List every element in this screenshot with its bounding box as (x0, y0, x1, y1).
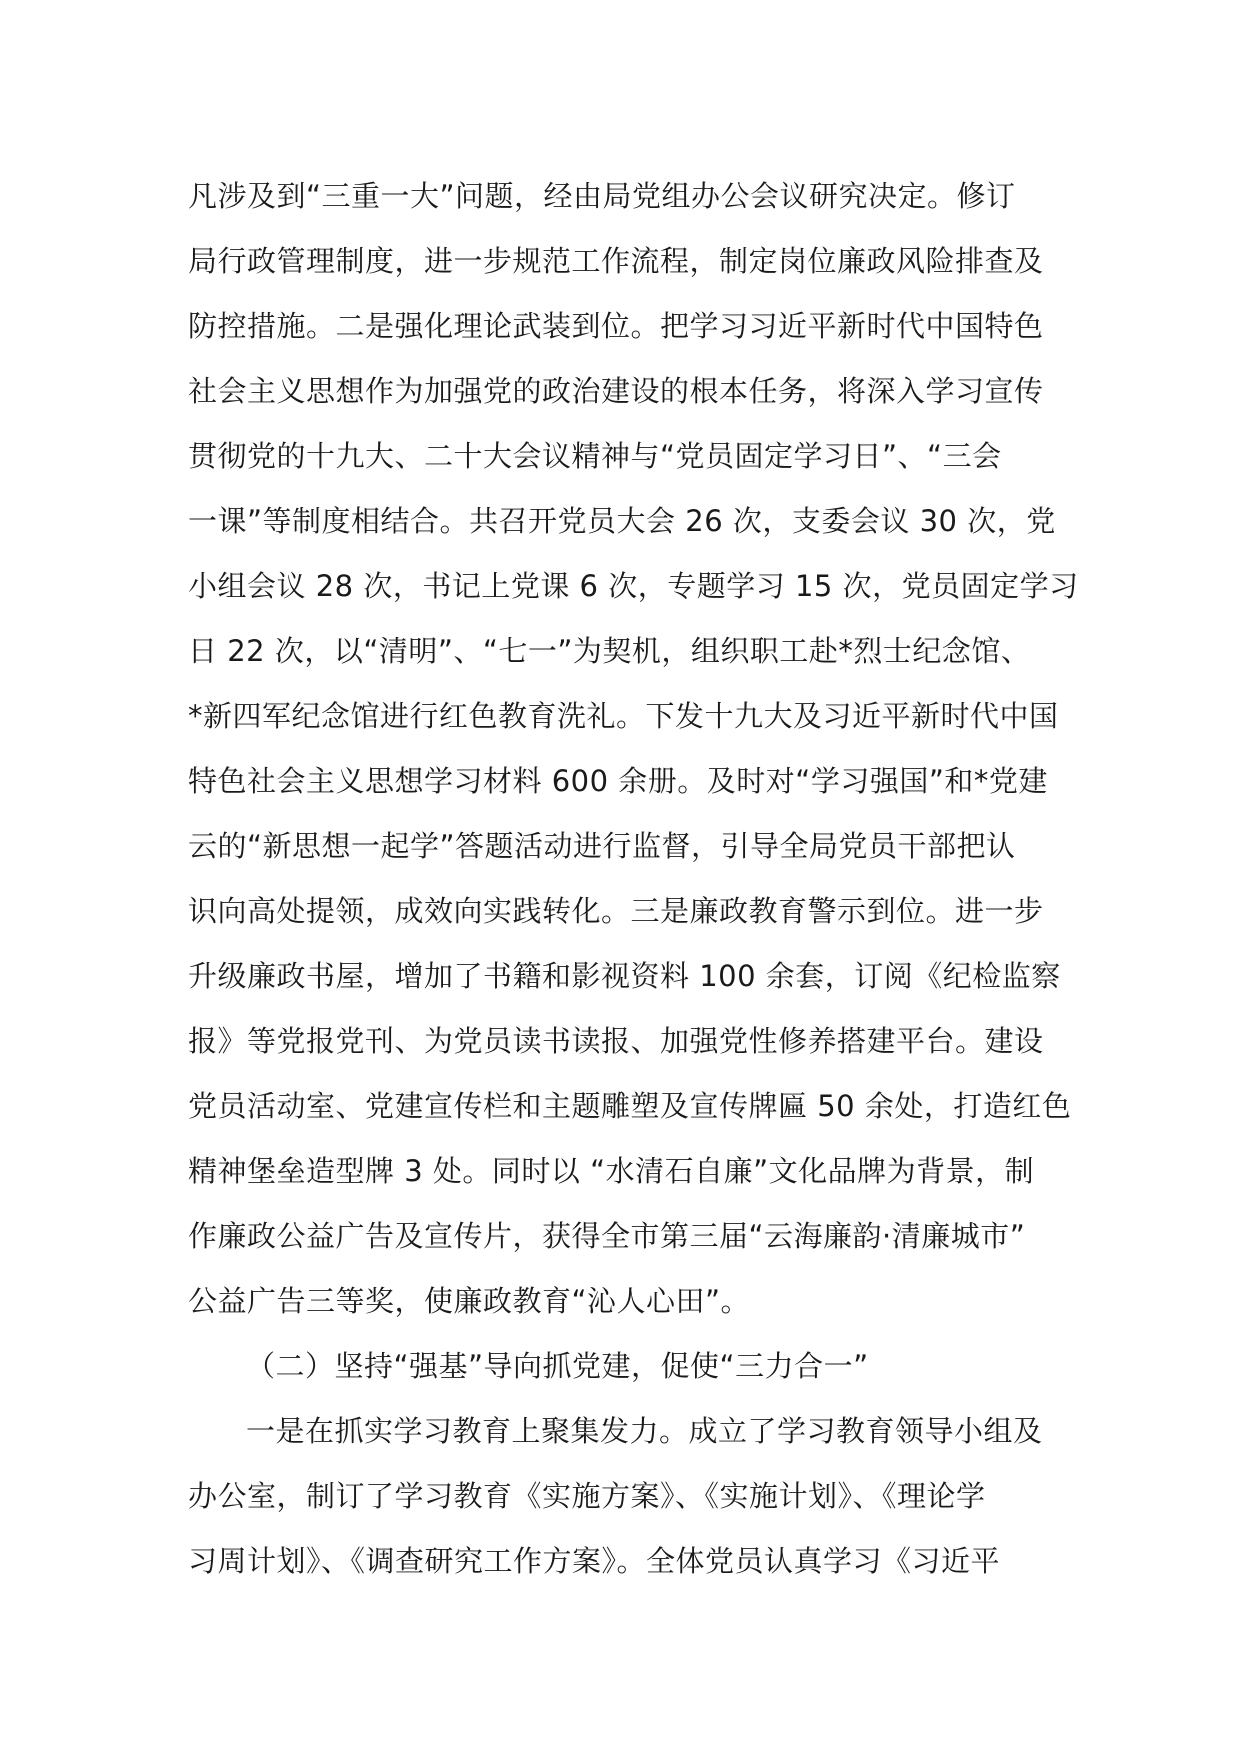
text-line: 局行政管理制度，进一步规范工作流程，制定岗位廉政风险排查及 (188, 244, 1044, 278)
text-line: 识向高处提领，成效向实践转化。三是廉政教育警示到位。进一步 (188, 894, 1044, 928)
text-line: 贯彻党的十九大、二十大会议精神与“党员固定学习日”、“三会 (188, 439, 1002, 473)
text-line: 公益广告三等奖，使廉政教育“沁人心田”。 (188, 1284, 751, 1318)
text-line: 小组会议 28 次，书记上党课 6 次，专题学习 15 次，党员固定学习 (188, 569, 1079, 603)
text-line: *新四军纪念馆进行红色教育洗礼。下发十九大及习近平新时代中国 (188, 699, 1059, 733)
text-line: 日 22 次，以“清明”、“七一”为契机，组织职工赴*烈士纪念馆、 (188, 634, 1031, 668)
text-line: 精神堡垒造型牌 3 处。同时以 “水清石自廉”文化品牌为背景，制 (188, 1154, 1035, 1188)
text-line: 办公室，制订了学习教育《实施方案》、《实施计划》、《理论学 (188, 1479, 986, 1513)
text-line: 升级廉政书屋，增加了书籍和影视资料 100 余套，订阅《纪检监察 (188, 959, 1061, 993)
text-line: 党员活动室、党建宣传栏和主题雕塑及宣传牌匾 50 余处，打造红色 (188, 1089, 1072, 1123)
text-line: 习周计划》、《调查研究工作方案》。全体党员认真学习《习近平 (188, 1544, 1001, 1578)
text-line: 一课”等制度相结合。共召开党员大会 26 次，支委会议 30 次，党 (188, 504, 1056, 538)
text-line: 云的“新思想一起学”答题活动进行监督，引导全局党员干部把认 (188, 829, 1016, 863)
text-line: 特色社会主义思想学习材料 600 余册。及时对“学习强国”和*党建 (188, 764, 1048, 798)
text-line: 凡涉及到“三重一大”问题，经由局党组办公会议研究决定。修订 (188, 179, 1016, 213)
text-line: 报》等党报党刊、为党员读书读报、加强党性修养搭建平台。建设 (188, 1024, 1044, 1058)
section-heading: （二）坚持“强基”导向抓党建，促使“三力合一” (246, 1349, 869, 1383)
paragraph-first-line: 一是在抓实学习教育上聚集发力。成立了学习教育领导小组及 (246, 1414, 1043, 1448)
text-line: 作廉政公益广告及宣传片，获得全市第三届“云海廉韵·清廉城市” (188, 1219, 1026, 1253)
text-line: 防控措施。二是强化理论武装到位。把学习习近平新时代中国特色 (188, 309, 1044, 343)
body-text (188, 164, 1088, 1594)
text-line: 社会主义思想作为加强党的政治建设的根本任务，将深入学习宣传 (188, 374, 1044, 408)
